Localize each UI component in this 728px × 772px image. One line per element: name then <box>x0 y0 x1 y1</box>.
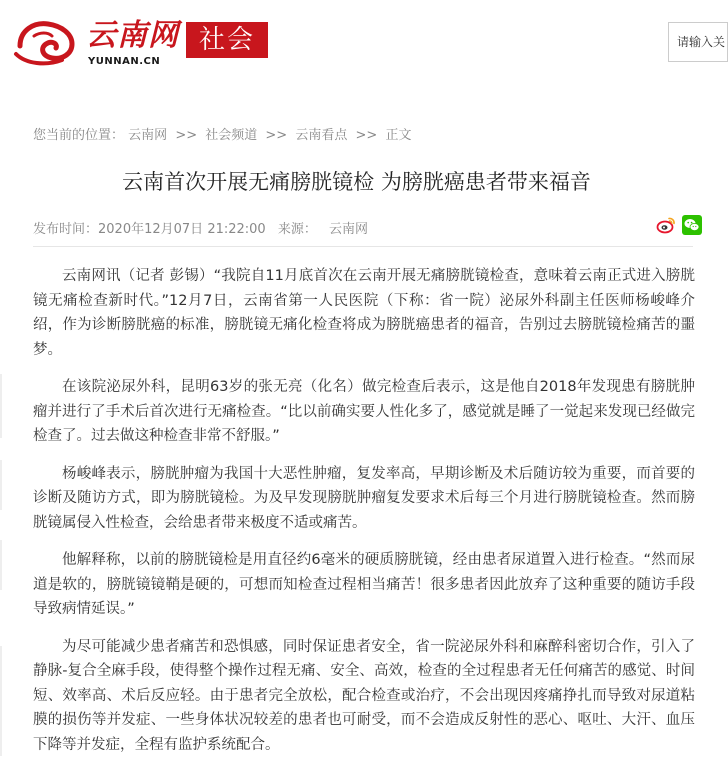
margin-marker <box>0 646 2 756</box>
weibo-icon[interactable] <box>656 215 676 235</box>
logo-domain: YUNNAN.CN <box>88 56 161 67</box>
publish-time: 2020年12月07日 21:22:00 <box>98 222 266 237</box>
article-paragraph: 云南网讯（记者 彭锡）“我院自11月底首次在云南开展无痛膀胱镜检查，意味着云南正式进入膀胱镜无痛检查新时代。”12月7日，云南省第一人民医院（下称：省一院）泌尿外科副主任医师杨峻峰介绍，作为诊断膀胱癌的标准，膀胱镜无痛化检查将成为膀胱癌患者的福音，告别过去膀胱镜检痛苦的噩梦。 <box>33 268 695 358</box>
channel-badge[interactable]: 社会 <box>186 22 268 58</box>
publish-label: 发布时间： <box>33 222 99 237</box>
site-logo[interactable] <box>8 12 208 70</box>
share-buttons <box>656 215 702 237</box>
breadcrumb-separator: >> <box>265 128 288 143</box>
logo-text: 云南网 <box>86 18 179 53</box>
search-input[interactable]: 请输入关 <box>668 22 728 62</box>
article-paragraph: 为尽可能减少患者痛苦和恐惧感，同时保证患者安全，省一院泌尿外科和麻醉科密切合作，引入了静脉-复合全麻手段，使得整个操作过程无痛、安全、高效，检查的全过程患者无任何痛苦的感觉、时间短、效率高、术后反应轻。由于患者完全放松，配合检查或治疗，不会出现因疼痛挣扎而导致对尿道粘膜的损伤等并发症、一些身体状况较差的患者也可耐受，而不会造成反射性的恶心、呕吐、大汗、血压下降等并发症，全程有监护系统配合。 <box>33 638 695 753</box>
source-label: 来源： <box>277 222 317 237</box>
margin-marker <box>0 460 2 510</box>
breadcrumb-item-current: 正文 <box>385 128 412 143</box>
breadcrumb-separator: >> <box>355 128 378 143</box>
margin-marker <box>0 374 2 438</box>
breadcrumb-item-channel[interactable]: 社会频道 <box>205 128 258 143</box>
breadcrumb-prefix: 您当前的位置： <box>33 128 125 143</box>
breadcrumb-item-home[interactable]: 云南网 <box>128 128 168 143</box>
breadcrumb-item-section[interactable]: 云南看点 <box>295 128 348 143</box>
article-body <box>33 264 695 770</box>
breadcrumb <box>33 124 411 143</box>
site-header <box>0 0 726 90</box>
breadcrumb-separator: >> <box>175 128 198 143</box>
article-paragraph: 在该院泌尿外科，昆明63岁的张无亮（化名）做完检查后表示，这是他自2018年发现患有膀胱肿瘤并进行了手术后首次进行无痛检查。“比以前确实要人性化多了，感觉就是睡了一觉起来发现已经做完检查了。过去做这种检查非常不舒服。” <box>33 379 695 444</box>
yunnan-emblem-icon <box>12 16 84 66</box>
article-paragraph: 他解释称，以前的膀胱镜检是用直径约6毫米的硬质膀胱镜，经由患者尿道置入进行检查。“然而尿道是软的，膀胱镜镜鞘是硬的，可想而知检查过程相当痛苦！很多患者因此放弃了这种重要的随访手段导致病情延误。” <box>33 552 695 617</box>
article-meta <box>33 218 368 237</box>
article-paragraph: 杨峻峰表示，膀胱肿瘤为我国十大恶性肿瘤，复发率高，早期诊断及术后随访较为重要，而首要的诊断及随访方式，即为膀胱镜检。为及早发现膀胱肿瘤复发要求术后每三个月进行膀胱镜检查。然而膀胱镜属侵入性检查，会给患者带来极度不适或痛苦。 <box>33 465 695 531</box>
wechat-icon[interactable] <box>682 215 702 235</box>
source-name: 云南网 <box>329 222 369 237</box>
margin-marker <box>0 540 2 590</box>
article-title: 云南首次开展无痛膀胱镜检 为膀胱癌患者带来福音 <box>122 170 591 194</box>
meta-divider <box>33 246 693 247</box>
